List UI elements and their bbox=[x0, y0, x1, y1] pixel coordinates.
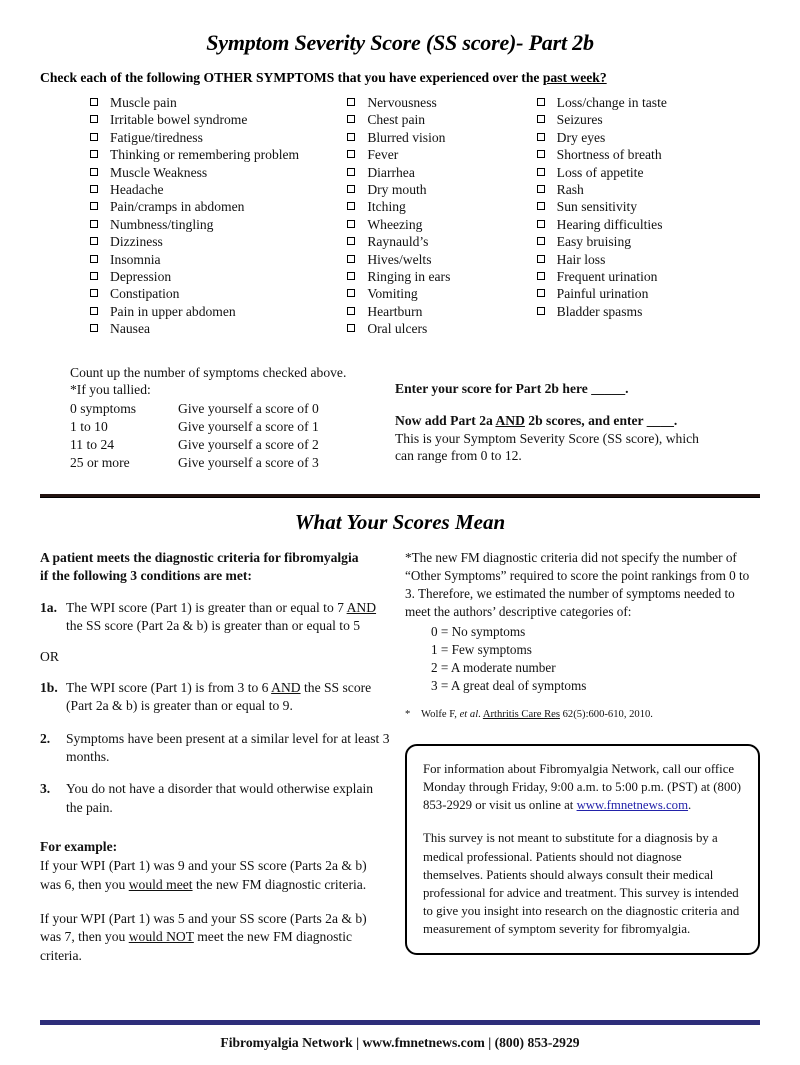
symptom-checkbox-row[interactable] bbox=[90, 303, 347, 320]
symptom-label: Ringing in ears bbox=[367, 269, 451, 285]
symptom-label: Dry mouth bbox=[367, 182, 427, 198]
checkbox-icon[interactable] bbox=[347, 150, 355, 158]
symptom-checkbox-row[interactable] bbox=[90, 181, 347, 198]
symptom-checkbox-row[interactable] bbox=[347, 181, 536, 198]
score-entry-block bbox=[395, 364, 760, 472]
symptom-checkbox-row[interactable] bbox=[347, 111, 536, 128]
symptom-checkbox-row[interactable] bbox=[537, 111, 760, 128]
symptom-checkbox-row[interactable] bbox=[90, 198, 347, 215]
criterion-1b bbox=[40, 679, 391, 716]
footnote-category-list bbox=[405, 623, 760, 695]
enter-part2b-score[interactable]: Enter your score for Part 2b here _____. bbox=[395, 380, 629, 396]
checkbox-icon[interactable] bbox=[90, 168, 98, 176]
tally-action: Give yourself a score of 0 bbox=[178, 400, 319, 416]
checkbox-icon[interactable] bbox=[537, 220, 545, 228]
checkbox-icon[interactable] bbox=[537, 98, 545, 106]
symptom-label: Frequent urination bbox=[556, 269, 658, 285]
checkbox-icon[interactable] bbox=[347, 202, 355, 210]
symptom-checkbox-row[interactable] bbox=[347, 303, 536, 320]
criterion-text-underlined: AND bbox=[346, 599, 377, 615]
symptom-label: Hives/welts bbox=[367, 251, 432, 267]
symptom-label: Depression bbox=[110, 269, 172, 285]
tally-row bbox=[70, 436, 395, 454]
checkbox-icon[interactable] bbox=[90, 115, 98, 123]
footnote-category-item: 1 = Few symptoms bbox=[431, 641, 532, 657]
example-heading: For example: bbox=[40, 839, 118, 855]
symptom-checkbox-row[interactable] bbox=[90, 94, 347, 111]
symptom-label: Loss/change in taste bbox=[556, 95, 667, 110]
add-scores-prefix: Now add Part 2a bbox=[395, 412, 496, 428]
symptom-label: Muscle pain bbox=[110, 95, 177, 110]
checkbox-icon[interactable] bbox=[537, 168, 545, 176]
scores-mean-section bbox=[40, 549, 760, 965]
symptom-checkbox-row[interactable] bbox=[90, 320, 347, 337]
tally-action: Give yourself a score of 1 bbox=[178, 418, 319, 434]
citation-etal: et al bbox=[459, 708, 479, 720]
symptom-column-1 bbox=[90, 94, 347, 338]
checkbox-icon[interactable] bbox=[537, 115, 545, 123]
checkbox-icon[interactable] bbox=[90, 133, 98, 141]
checkbox-icon[interactable] bbox=[90, 237, 98, 245]
symptom-checkbox-row[interactable] bbox=[537, 303, 760, 320]
example-1-underlined: would meet bbox=[128, 876, 193, 892]
contact-info-box bbox=[405, 744, 760, 955]
symptom-checkbox-row[interactable] bbox=[90, 285, 347, 302]
checkbox-icon[interactable] bbox=[90, 324, 98, 332]
symptom-label: Fever bbox=[367, 147, 399, 163]
symptom-label: Vomiting bbox=[367, 286, 418, 302]
checkbox-icon[interactable] bbox=[347, 185, 355, 193]
instruction-text: Check each of the following OTHER SYMPTOMS that you have experienced over the bbox=[40, 70, 543, 85]
symptom-label: Irritable bowel syndrome bbox=[110, 112, 248, 128]
tally-table bbox=[70, 400, 395, 472]
checkbox-icon[interactable] bbox=[347, 272, 355, 280]
checkbox-icon[interactable] bbox=[537, 150, 545, 158]
symptom-label: Oral ulcers bbox=[367, 321, 428, 337]
checkbox-icon[interactable] bbox=[90, 202, 98, 210]
symptom-checkbox-row[interactable] bbox=[537, 129, 760, 146]
criterion-number: 1b. bbox=[40, 679, 58, 695]
footnote-paragraph: *The new FM diagnostic criteria did not specify the number of “Other Symptoms” required to score the point rankings from 0 to 3. Therefore, we estimated the number of symptoms needed to meet the authors’ descriptive categories of: bbox=[405, 549, 750, 620]
checkbox-icon[interactable] bbox=[347, 324, 355, 332]
symptom-checkbox-row[interactable] bbox=[347, 285, 536, 302]
criterion-text bbox=[66, 679, 391, 716]
symptom-label: Constipation bbox=[110, 286, 180, 302]
symptom-label: Pain in upper abdomen bbox=[110, 303, 236, 319]
tally-instructions bbox=[40, 364, 395, 472]
citation-period: . bbox=[478, 708, 483, 720]
checkbox-icon[interactable] bbox=[90, 307, 98, 315]
ss-explain-line-1: This is your Symptom Severity Score (SS score), which bbox=[395, 430, 699, 446]
criterion-2 bbox=[40, 730, 391, 767]
symptom-label: Insomnia bbox=[110, 251, 161, 267]
symptom-label: Blurred vision bbox=[367, 129, 446, 145]
page-title: Symptom Severity Score (SS score)- Part 2b bbox=[206, 30, 594, 55]
contact-text-after-link: . bbox=[688, 798, 692, 813]
symptom-checkbox-row[interactable] bbox=[90, 233, 347, 250]
symptom-label: Nervousness bbox=[367, 95, 437, 110]
example-1-part2: the new FM diagnostic criteria. bbox=[192, 876, 367, 892]
checkbox-icon[interactable] bbox=[90, 98, 98, 106]
tally-range: 0 symptoms bbox=[70, 400, 137, 416]
symptom-label: Hearing difficulties bbox=[556, 216, 663, 232]
symptom-checkbox-row[interactable] bbox=[347, 233, 536, 250]
fmnetnews-link[interactable]: www.fmnetnews.com bbox=[576, 798, 689, 813]
add-scores-line[interactable] bbox=[395, 412, 760, 430]
symptom-checkbox-row[interactable] bbox=[537, 251, 760, 268]
symptom-checkbox-row[interactable] bbox=[347, 146, 536, 163]
checkbox-icon[interactable] bbox=[90, 220, 98, 228]
symptom-checkbox-row[interactable] bbox=[90, 268, 347, 285]
symptom-label: Wheezing bbox=[367, 216, 423, 232]
citation-rest: 62(5):600-610, 2010. bbox=[559, 708, 653, 720]
symptom-label: Pain/cramps in abdomen bbox=[110, 199, 245, 215]
tally-range: 25 or more bbox=[70, 454, 130, 470]
symptom-checkbox-row[interactable] bbox=[90, 129, 347, 146]
symptom-checkbox-row[interactable] bbox=[347, 94, 536, 111]
add-scores-and: AND bbox=[495, 412, 525, 428]
symptom-checklist bbox=[40, 94, 760, 338]
citation-marker: * bbox=[405, 708, 411, 720]
symptom-checkbox-row[interactable] bbox=[90, 146, 347, 163]
symptom-checkbox-row[interactable] bbox=[347, 216, 536, 233]
criteria-heading-line-1: A patient meets the diagnostic criteria for fibromyalgia bbox=[40, 549, 359, 565]
example-2-part1: If your WPI (Part 1) was 5 and your SS score (Parts 2a & b) was 7, then you bbox=[40, 910, 367, 945]
symptom-label: Raynauld’s bbox=[367, 234, 429, 250]
symptom-label: Itching bbox=[367, 199, 406, 215]
criterion-text: Symptoms have been present at a similar level for at least 3 months. bbox=[66, 730, 390, 764]
citation-journal: Arthritis Care Res bbox=[482, 708, 560, 720]
checkbox-icon[interactable] bbox=[347, 255, 355, 263]
footnote-category-item: 3 = A great deal of symptoms bbox=[431, 677, 587, 693]
symptom-label: Sun sensitivity bbox=[556, 199, 638, 215]
symptom-label: Dizziness bbox=[110, 234, 163, 250]
criterion-1a bbox=[40, 599, 391, 636]
symptom-label: Bladder spasms bbox=[556, 303, 643, 319]
example-1-part1: If your WPI (Part 1) was 9 and your SS score (Parts 2a & b) was 6, then you bbox=[40, 858, 367, 892]
tally-row bbox=[70, 454, 395, 472]
checkbox-icon[interactable] bbox=[537, 255, 545, 263]
example-2-underlined: would NOT bbox=[128, 929, 194, 945]
criteria-heading-line-2: if the following 3 conditions are met: bbox=[40, 567, 252, 583]
symptom-label: Painful urination bbox=[556, 286, 649, 302]
footnote-column bbox=[405, 549, 760, 965]
or-separator: OR bbox=[40, 648, 59, 664]
symptom-label: Seizures bbox=[556, 112, 603, 128]
section-title: What Your Scores Mean bbox=[294, 509, 506, 534]
criterion-number: 2. bbox=[40, 730, 51, 746]
symptom-checkbox-row[interactable] bbox=[537, 285, 760, 302]
symptom-checkbox-row[interactable] bbox=[347, 320, 536, 337]
tally-row bbox=[70, 400, 395, 418]
checkbox-icon[interactable] bbox=[347, 220, 355, 228]
instruction-line bbox=[40, 70, 760, 86]
symptom-checkbox-row[interactable] bbox=[90, 251, 347, 268]
criterion-3 bbox=[40, 780, 391, 817]
symptom-checkbox-row[interactable] bbox=[537, 94, 760, 111]
symptom-checkbox-row[interactable] bbox=[537, 198, 760, 215]
checkbox-icon[interactable] bbox=[347, 98, 355, 106]
symptom-label: Heartburn bbox=[367, 303, 423, 319]
checkbox-icon[interactable] bbox=[347, 168, 355, 176]
tally-range: 1 to 10 bbox=[70, 418, 108, 434]
symptom-label: Numbness/tingling bbox=[110, 216, 214, 232]
count-line: Count up the number of symptoms checked above. bbox=[70, 364, 347, 380]
scoring-section bbox=[40, 364, 760, 472]
symptom-label: Diarrhea bbox=[367, 164, 415, 180]
footnote-category-item: 0 = No symptoms bbox=[431, 623, 526, 639]
symptom-checkbox-row[interactable] bbox=[347, 198, 536, 215]
symptom-label: Hair loss bbox=[556, 251, 606, 267]
checkbox-icon[interactable] bbox=[347, 115, 355, 123]
symptom-checkbox-row[interactable] bbox=[537, 146, 760, 163]
citation-author: Wolfe F, bbox=[421, 708, 460, 720]
checkbox-icon[interactable] bbox=[90, 150, 98, 158]
criterion-text: You do not have a disorder that would otherwise explain the pain. bbox=[66, 781, 374, 815]
checkbox-icon[interactable] bbox=[537, 237, 545, 245]
checkbox-icon[interactable] bbox=[347, 289, 355, 297]
section-divider bbox=[40, 494, 760, 498]
instruction-underlined-text: past week? bbox=[542, 70, 607, 85]
checkbox-icon[interactable] bbox=[90, 289, 98, 297]
tally-range: 11 to 24 bbox=[70, 436, 115, 452]
tally-action: Give yourself a score of 2 bbox=[178, 436, 319, 452]
example-2-part2: meet the new FM diagnostic criteria. bbox=[40, 929, 352, 963]
symptom-label: Rash bbox=[556, 182, 584, 198]
checkbox-icon[interactable] bbox=[347, 307, 355, 315]
criterion-number: 3. bbox=[40, 781, 51, 797]
criterion-text-part1: The WPI score (Part 1) is from 3 to 6 bbox=[66, 679, 272, 695]
symptom-checkbox-row[interactable] bbox=[537, 181, 760, 198]
criterion-number: 1a. bbox=[40, 599, 57, 615]
checkbox-icon[interactable] bbox=[537, 307, 545, 315]
criterion-text-part2: the SS score (Part 2a & b) is greater than or equal to 5 bbox=[66, 618, 361, 634]
symptom-label: Shortness of breath bbox=[556, 147, 662, 163]
symptom-label: Fatigue/tiredness bbox=[110, 129, 203, 145]
symptom-label: Nausea bbox=[110, 321, 151, 337]
symptom-label: Chest pain bbox=[367, 112, 426, 128]
checkbox-icon[interactable] bbox=[537, 133, 545, 141]
symptom-label: Muscle Weakness bbox=[110, 164, 208, 180]
footer-text: Fibromyalgia Network | www.fmnetnews.com | (800) 853-2929 bbox=[220, 1035, 580, 1050]
symptom-checkbox-row[interactable] bbox=[537, 164, 760, 181]
symptom-checkbox-row[interactable] bbox=[90, 216, 347, 233]
criterion-text-part2: the SS score (Part 2a & b) is greater than or equal to 9. bbox=[66, 679, 372, 714]
criterion-text-part1: The WPI score (Part 1) is greater than or equal to 7 bbox=[66, 599, 347, 615]
example-1 bbox=[40, 857, 391, 894]
document-page bbox=[0, 30, 800, 1065]
page-footer bbox=[0, 1020, 800, 1065]
checkbox-icon[interactable] bbox=[537, 289, 545, 297]
if-tallied-line: *If you tallied: bbox=[70, 382, 151, 398]
checkbox-icon[interactable] bbox=[90, 272, 98, 280]
ss-explain-line-2: can range from 0 to 12. bbox=[395, 448, 522, 464]
symptom-checkbox-row[interactable] bbox=[347, 164, 536, 181]
checkbox-icon[interactable] bbox=[537, 272, 545, 280]
criteria-column bbox=[40, 549, 405, 965]
contact-paragraph bbox=[423, 760, 742, 815]
disclaimer-paragraph: This survey is not meant to substitute for a diagnosis by a medical professional. Patients should not diagnose themselves. Patients should always consult their medical professional for advice and treatment. This survey is intended to give you insight into research on the diagnostic criteria and measurement of symptom severity for fibromyalgia. bbox=[423, 831, 740, 937]
checkbox-icon[interactable] bbox=[537, 185, 545, 193]
criterion-text bbox=[66, 599, 391, 636]
symptom-label: Headache bbox=[110, 182, 164, 198]
symptom-checkbox-row[interactable] bbox=[347, 251, 536, 268]
symptom-checkbox-row[interactable] bbox=[537, 233, 760, 250]
add-scores-suffix: 2b scores, and enter ____. bbox=[524, 412, 678, 428]
symptom-checkbox-row[interactable] bbox=[537, 216, 760, 233]
footnote-category-item: 2 = A moderate number bbox=[431, 659, 556, 675]
symptom-label: Thinking or remembering problem bbox=[110, 147, 300, 163]
symptom-label: Easy bruising bbox=[556, 234, 632, 250]
tally-action: Give yourself a score of 3 bbox=[178, 454, 319, 470]
symptom-checkbox-row[interactable] bbox=[347, 129, 536, 146]
symptom-checkbox-row[interactable] bbox=[347, 268, 536, 285]
symptom-checkbox-row[interactable] bbox=[90, 111, 347, 128]
symptom-checkbox-row[interactable] bbox=[90, 164, 347, 181]
checkbox-icon[interactable] bbox=[90, 255, 98, 263]
symptom-column-3 bbox=[537, 94, 760, 338]
checkbox-icon[interactable] bbox=[347, 237, 355, 245]
spacer bbox=[395, 398, 760, 412]
citation-text bbox=[421, 709, 653, 720]
criterion-text-underlined: AND bbox=[271, 679, 301, 695]
checkbox-icon[interactable] bbox=[90, 185, 98, 193]
checkbox-icon[interactable] bbox=[537, 202, 545, 210]
citation bbox=[405, 709, 760, 720]
symptom-checkbox-row[interactable] bbox=[537, 268, 760, 285]
tally-row bbox=[70, 418, 395, 436]
symptom-label: Loss of appetite bbox=[556, 164, 644, 180]
example-2 bbox=[40, 910, 391, 965]
contact-text-before-link: For information about Fibromyalgia Network, call our office Monday through Friday, 9:00 a.m. to 5:00 p.m. (PST) at (800) 853-2929 or visit us online at bbox=[423, 761, 741, 813]
checkbox-icon[interactable] bbox=[347, 133, 355, 141]
symptom-label: Dry eyes bbox=[556, 129, 606, 145]
symptom-column-2 bbox=[347, 94, 536, 338]
